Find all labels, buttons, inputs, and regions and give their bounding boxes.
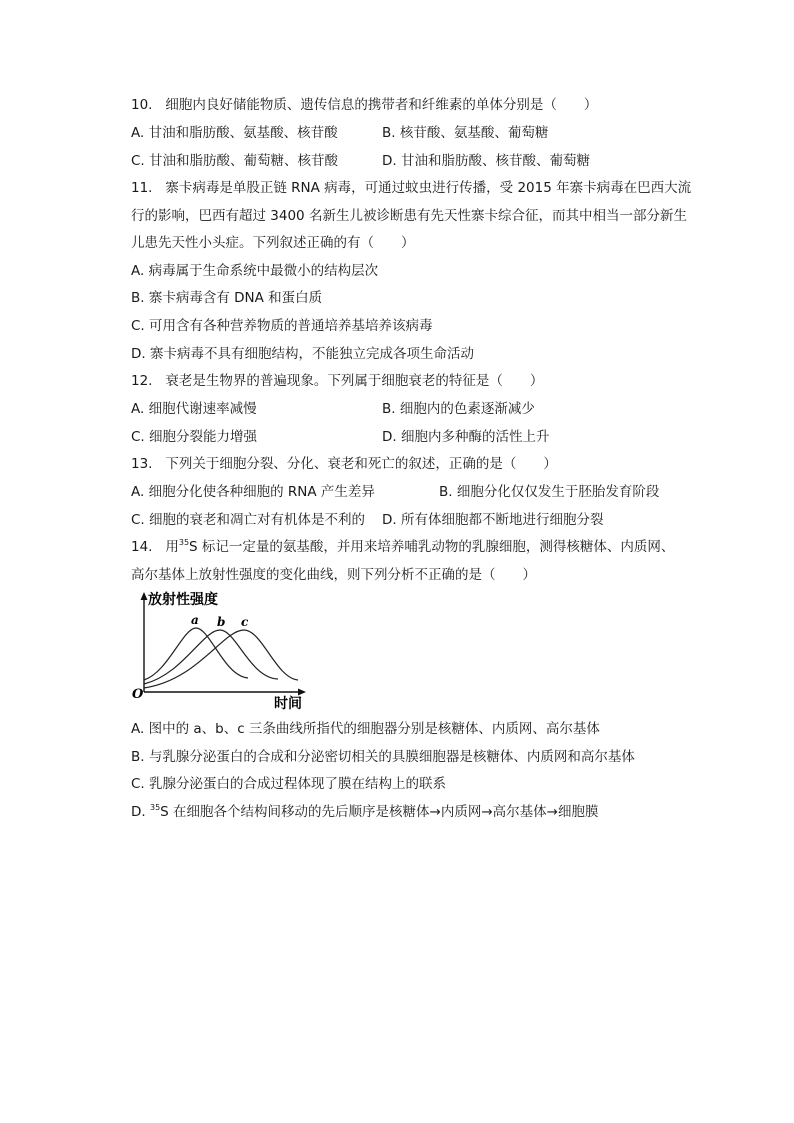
option-text: B. 寨卡病毒含有 DNA 和蛋白质 <box>131 290 323 306</box>
option-text: S 在细胞各个结构间移动的先后顺序是核糖体→内质网→高尔基体→细胞膜 <box>160 804 599 820</box>
q14-stem-line-1 <box>131 537 674 557</box>
q12-option-b <box>382 399 535 419</box>
superscript: 35 <box>149 803 161 812</box>
option-text: D. 甘油和脂肪酸、核苷酸、葡萄糖 <box>382 153 590 169</box>
option-text: A. 细胞代谢速率减慢 <box>131 401 257 417</box>
q13-option-d <box>382 510 603 530</box>
q10-option-d <box>382 151 590 171</box>
q10-option-b <box>382 123 548 143</box>
option-text: A. 细胞分化使各种细胞的 RNA 产生差异 <box>131 484 375 500</box>
x-axis-label: 时间 <box>274 696 302 712</box>
question-stem: 高尔基体上放射性强度的变化曲线，则下列分析不正确的是（ ） <box>131 567 536 583</box>
curve-label-a: a <box>191 613 199 627</box>
option-text: D. 所有体细胞都不断地进行细胞分裂 <box>382 512 604 528</box>
radioactivity-curve-figure <box>128 588 310 712</box>
q14-option-c <box>131 774 446 794</box>
q10-option-c <box>131 151 338 171</box>
option-text: D. 细胞内多种酶的活性上升 <box>382 429 550 445</box>
question-number: 10. <box>131 97 153 113</box>
option-text: C. 细胞的衰老和凋亡对有机体是不利的 <box>131 512 366 528</box>
option-text: B. 细胞内的色素逐渐减少 <box>382 401 535 417</box>
y-axis-arrow-icon <box>141 592 148 600</box>
option-text: B. 与乳腺分泌蛋白的合成和分泌密切相关的具膜细胞器是核糖体、内质网和高尔基体 <box>131 749 635 765</box>
question-stem: 寨卡病毒是单股正链 RNA 病毒，可通过蚊虫进行传播，受 2015 年寨卡病毒在巴西大流 <box>165 180 692 196</box>
question-number: 11. <box>131 180 153 196</box>
x-axis-arrow-icon <box>298 689 306 696</box>
q11-option-b <box>131 288 322 308</box>
q11-stem-line-2 <box>131 206 687 226</box>
option-text: A. 甘油和脂肪酸、氨基酸、核苷酸 <box>131 125 338 141</box>
q12-option-c <box>131 427 257 447</box>
option-text: D. <box>131 804 150 820</box>
option-text: B. 核苷酸、氨基酸、葡萄糖 <box>382 125 549 141</box>
q13-option-c <box>131 510 365 530</box>
question-stem: 细胞内良好储能物质、遗传信息的携带者和纤维素的单体分别是（ ） <box>165 97 598 113</box>
question-number: 13. <box>131 456 153 472</box>
question-number: 12. <box>131 373 153 389</box>
q12-stem <box>131 371 543 391</box>
y-axis-label: 放射性强度 <box>148 592 218 608</box>
option-text: A. 图中的 a、b、c 三条曲线所指代的细胞器分别是核糖体、内质网、高尔基体 <box>131 721 600 737</box>
question-stem: 行的影响，巴西有超过 3400 名新生儿被诊断患有先天性寨卡综合征，而其中相当一部分新生 <box>131 208 687 224</box>
option-text: C. 细胞分裂能力增强 <box>131 429 258 445</box>
option-text: A. 病毒属于生命系统中最微小的结构层次 <box>131 263 379 279</box>
question-stem: S 标记一定量的氨基酸，并用来培养哺乳动物的乳腺细胞，测得核糖体、内质网、 <box>189 539 675 555</box>
q10-option-a <box>131 123 338 143</box>
q13-option-a <box>131 482 375 502</box>
origin-label: O <box>132 687 144 702</box>
question-stem: 儿患先天性小头症。下列叙述正确的有（ ） <box>131 235 415 251</box>
option-text: D. 寨卡病毒不具有细胞结构，不能独立完成各项生命活动 <box>131 346 474 362</box>
q14-option-a <box>131 719 600 739</box>
option-text: C. 可用含有各种营养物质的普通培养基培养该病毒 <box>131 318 433 334</box>
curve-c <box>144 630 298 688</box>
q13-option-b <box>439 482 659 502</box>
q13-stem <box>131 454 557 474</box>
option-text: C. 甘油和脂肪酸、葡萄糖、核苷酸 <box>131 153 339 169</box>
question-number: 14. <box>131 539 153 555</box>
question-stem: 下列关于细胞分裂、分化、衰老和死亡的叙述，正确的是（ ） <box>165 456 557 472</box>
q11-option-a <box>131 261 378 281</box>
q11-option-d <box>131 344 474 364</box>
q11-stem-line-1 <box>131 178 691 198</box>
q11-option-c <box>131 316 433 336</box>
q14-stem-line-2 <box>131 565 536 585</box>
q12-option-a <box>131 399 257 419</box>
curve-a <box>144 628 248 680</box>
option-text: C. 乳腺分泌蛋白的合成过程体现了膜在结构上的联系 <box>131 776 447 792</box>
q14-option-d <box>131 802 598 822</box>
option-text: B. 细胞分化仅仅发生于胚胎发育阶段 <box>439 484 660 500</box>
question-stem: 衰老是生物界的普遍现象。下列属于细胞衰老的特征是（ ） <box>165 373 544 389</box>
curve-label-b: b <box>217 615 226 629</box>
q12-option-d <box>382 427 549 447</box>
q11-stem-line-3 <box>131 233 415 253</box>
q14-option-b <box>131 747 635 767</box>
question-stem: 用 <box>165 539 179 555</box>
q10-stem <box>131 95 597 115</box>
curve-label-c: c <box>241 615 249 629</box>
superscript: 35 <box>178 538 190 547</box>
